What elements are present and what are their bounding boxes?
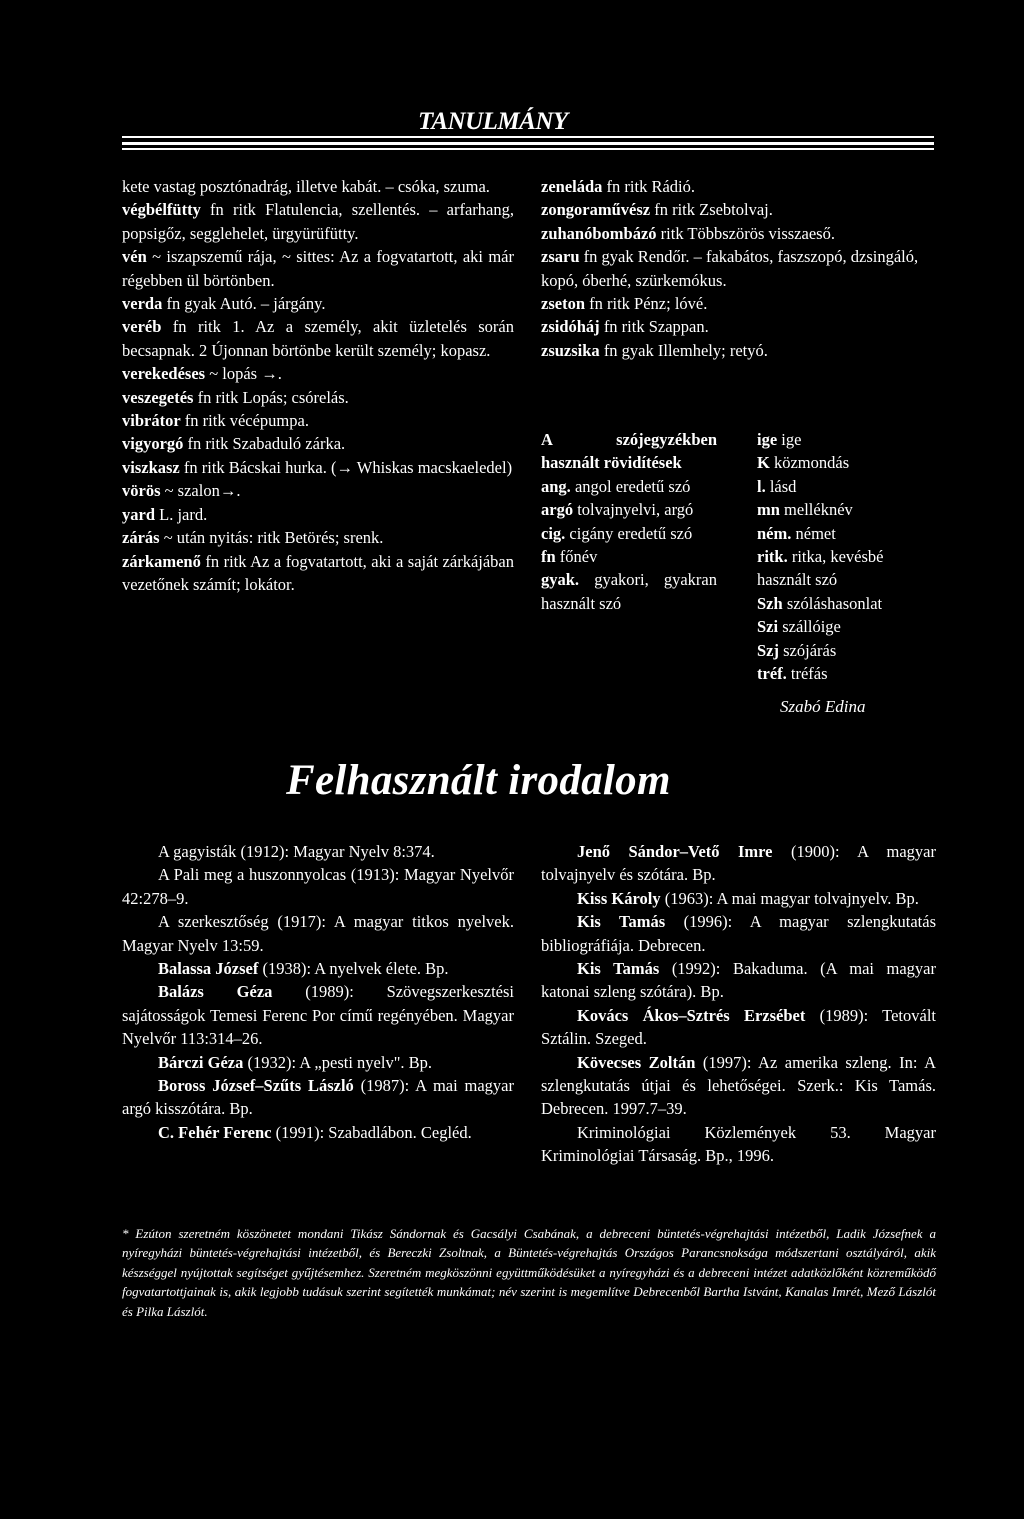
reference-item: Kis Tamás (1992): Bakaduma. (A mai magyar katonai szleng szótára). Bp. <box>541 959 937 1002</box>
glossary-entry: zseton fn ritk Pénz; lóvé. <box>541 294 708 314</box>
glossary-entry: verda fn gyak Autó. – járgány. <box>122 294 326 314</box>
reference-item: Kis Tamás (1996): A magyar szlengkutatás bibliográfiája. Debrecen. <box>541 912 936 955</box>
reference-item: Kovács Ákos–Sztrés Erzsébet (1989): Tetovált Sztálin. Szeged. <box>541 1005 936 1049</box>
author-signature: Szabó Edina <box>780 697 866 716</box>
header-rule <box>122 142 934 145</box>
glossary-entry: zárás ~ után nyitás: ritk Betörés; srenk. <box>122 528 384 548</box>
glossary-entry: zuhanóbombázó ritk Többszörös visszaeső. <box>541 223 835 243</box>
glossary-entry: veszegetés fn ritk Lopás; csórelás. <box>122 387 349 407</box>
glossary-entry: vibrátor fn ritk vécépumpa. <box>122 411 309 431</box>
reference-item: Bárczi Géza (1932): A „pesti nyelv". Bp. <box>158 1052 433 1072</box>
abbreviation-item: K közmondás <box>757 453 850 473</box>
footnote-text: * Ezúton szeretném köszönetet mondani Tikász Sándornak és Gacsályi Csabának, a debreceni büntetés-végrehajtási intézetből, Ladik Józsefnek a nyíregyházi büntetés-végrehajtási intézetből, és Bereczki Zsoltnak, a Büntetés-végrehajtás Országos Parancsnoksága módszertani osztályáról, akik készséggel nyújtottak segítséget gyűjtésemhez. Szeretném megköszönni együttműködésüket a nyíregyházi és a debreceni intézet adatközlőként közreműködő fogvatartottjainak is, akik legjobb tudásuk szerint segítették munkámat; név szerint is megemlítve Debrecenből Bartha Istvánt, Kanalas Imrét, Mező Lászlót és Pilka Lászlót. <box>122 1226 936 1319</box>
glossary-column-right <box>541 175 936 362</box>
reference-item: A szerkesztőség (1917): A magyar titkos nyelvek. Magyar Nyelv 13:59. <box>122 912 514 955</box>
abbreviation-item: cig. cigány eredetű szó <box>541 523 693 543</box>
glossary-entry: zsuzsika fn gyak Illemhely; retyó. <box>541 340 768 360</box>
reference-item: Boross József–Szűts László (1987): A mai magyar argó kisszótára. Bp. <box>122 1076 514 1119</box>
abbreviation-item: ritk. ritka, kevésbé használt szó <box>757 547 884 590</box>
glossary-entry: veréb fn ritk 1. Az a személy, akit üzletelés során becsapnak. 2 Újonnan börtönbe került személy; kopasz. <box>122 317 514 360</box>
glossary-entry: kete vastag posztónadrág, illetve kabát. – csóka, szuma. <box>122 177 490 196</box>
abbreviation-item: ang. angol eredetű szó <box>541 476 691 496</box>
abbreviation-item: Szi szállóige <box>757 617 841 637</box>
glossary-entry: yard L. jard. <box>122 504 208 524</box>
header-rule <box>122 148 934 150</box>
glossary-entry: vén ~ iszapszemű rája, ~ sittes: Az a fogvatartott, aki már régebben ül börtönben. <box>122 247 514 290</box>
abbreviation-item: tréf. tréfás <box>757 664 828 684</box>
abbreviation-item: l. lásd <box>757 476 797 496</box>
abbreviation-item: gyak. gyakori, gyakran használt szó <box>541 570 717 613</box>
reference-item: C. Fehér Ferenc (1991): Szabadlábon. Cegléd. <box>158 1122 472 1142</box>
glossary-entry: verekedéses ~ lopás →. <box>122 364 282 384</box>
abbreviation-item: Szj szójárás <box>757 640 837 660</box>
abbreviation-item: fn főnév <box>541 547 598 567</box>
reference-item: A gagyisták (1912): Magyar Nyelv 8:374. <box>158 842 435 861</box>
footnote <box>122 1224 936 1321</box>
abbreviation-item: ném. német <box>757 523 836 543</box>
abbreviations-left <box>541 428 717 615</box>
glossary-entry: vigyorgó fn ritk Szabaduló zárka. <box>122 434 346 454</box>
reference-item: Balázs Géza (1989): Szövegszerkesztési sajátosságok Temesi Ferenc Por című regényében. Magyar Nyelvőr 113:314–26. <box>122 982 514 1049</box>
glossary-entry: zsaru fn gyak Rendőr. – fakabátos, faszszopó, dzsingáló, kopó, óberhé, szürkemókus. <box>541 247 919 290</box>
reference-item: Jenő Sándor–Vető Imre (1900): A magyar tolvajnyelv és szótára. Bp. <box>541 842 936 885</box>
section-title: Felhasznált irodalom <box>286 757 671 804</box>
running-header: TANULMÁNY <box>418 108 568 135</box>
glossary-entry: vörös ~ szalon→. <box>122 481 241 501</box>
abbreviations-heading: A szójegyzékben használt rövidítések <box>541 430 717 473</box>
abbreviations-right <box>757 428 936 685</box>
references-left <box>122 840 514 1144</box>
reference-item: Kriminológiai Közlemények 53. Magyar Kriminológiai Társaság. Bp., 1996. <box>541 1122 936 1166</box>
glossary-entry: végbélfütty fn ritk Flatulencia, szellentés. – arfarhang, popsigőz, segglehelet, ürgyürüfütty. <box>122 200 514 243</box>
glossary-entry: zeneláda fn ritk Rádió. <box>541 177 695 196</box>
glossary-entry: zsidóháj fn ritk Szappan. <box>541 317 709 337</box>
reference-item: Kiss Károly (1963): A mai magyar tolvajnyelv. Bp. <box>577 888 919 908</box>
abbreviation-item: mn melléknév <box>757 500 853 520</box>
glossary-column-left <box>122 175 514 596</box>
reference-item: Balassa József (1938): A nyelvek élete. Bp. <box>158 959 449 979</box>
abbreviation-item: ige ige <box>757 430 802 449</box>
reference-item: A Pali meg a huszonnyolcas (1913): Magyar Nyelvőr 42:278–9. <box>122 865 514 908</box>
abbreviation-item: argó tolvajnyelvi, argó <box>541 500 694 520</box>
glossary-entry: viszkasz fn ritk Bácskai hurka. (→ Whiskas macskaeledel) <box>122 457 513 477</box>
reference-item: Kövecses Zoltán (1997): Az amerika szleng. In: A szlengkutatás útjai és lehetőségei. Szerk.: Kis Tamás. Debrecen. 1997.7–39. <box>541 1052 936 1119</box>
abbreviation-item: Szh szóláshasonlat <box>757 593 883 613</box>
glossary-entry: zárkamenő fn ritk Az a fogvatartott, aki a saját zárkájában vezetőnek számít; lokátor. <box>122 551 514 594</box>
references-right <box>541 840 936 1168</box>
header-rule <box>122 136 934 138</box>
glossary-entry: zongoraművész fn ritk Zsebtolvaj. <box>541 200 773 220</box>
